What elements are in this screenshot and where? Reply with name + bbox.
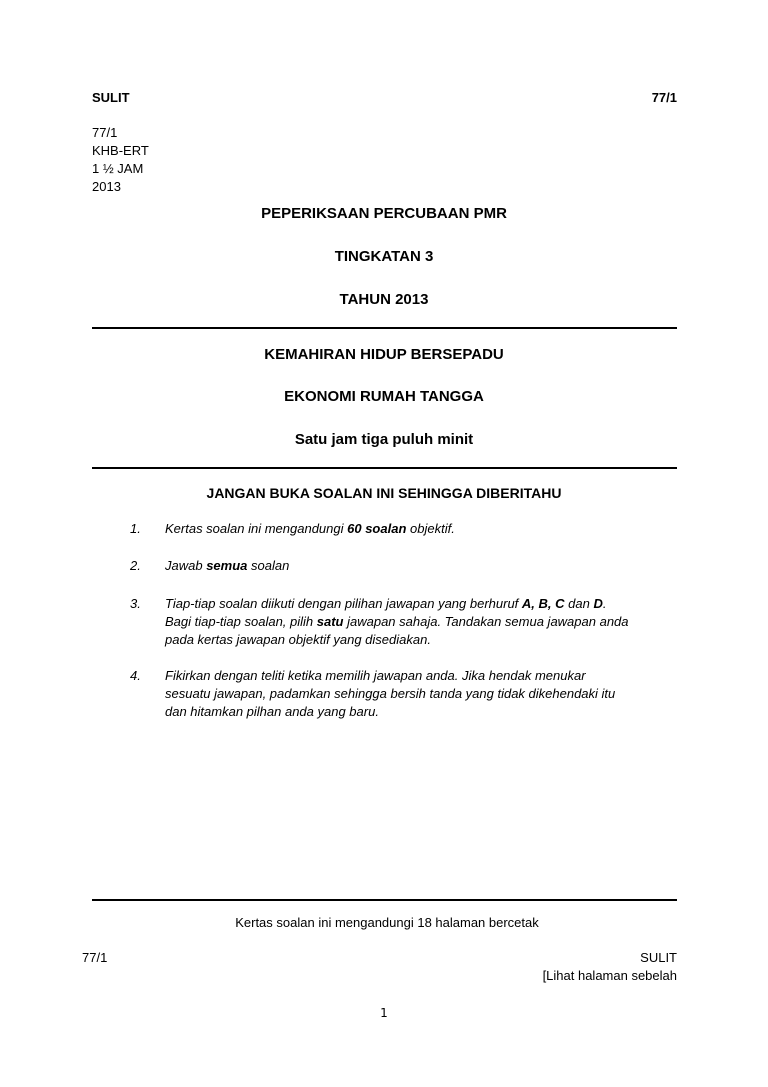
instruction-text: jawapan sahaja. Tandakan semua jawapan anda: [343, 614, 629, 629]
divider: [92, 467, 677, 469]
instruction-text: Fikirkan dengan teliti ketika memilih jawapan anda. Jika hendak menukar: [165, 668, 586, 683]
instruction-line: [165, 631, 431, 649]
header-code: 77/1: [651, 90, 677, 105]
warning-text: JANGAN BUKA SOALAN INI SEHINGGA DIBERITAHU: [206, 485, 562, 501]
instruction-line: [165, 685, 615, 703]
instruction-text: .: [602, 596, 607, 611]
instruction-text: Tiap-tiap soalan diikuti dengan pilihan jawapan yang berhuruf: [165, 596, 522, 611]
instruction-line: [165, 557, 289, 575]
paper-title: EKONOMI RUMAH TANGGA: [284, 388, 484, 405]
instruction-number: 1.: [130, 521, 141, 536]
instruction-text: dan hitamkan pilhan anda yang baru.: [165, 704, 379, 719]
subject-title: KEMAHIRAN HIDUP BERSEPADU: [264, 346, 504, 363]
instruction-line: [165, 613, 629, 631]
meta-code: 77/1: [92, 125, 118, 140]
meta-ref: KHB-ERT: [92, 143, 149, 158]
header-sulit: SULIT: [92, 90, 130, 105]
instruction-number: 3.: [130, 596, 141, 611]
meta-duration: 1 ½ JAM: [92, 161, 144, 176]
instruction-line: [165, 667, 586, 685]
pages-note: Kertas soalan ini mengandungi 18 halaman bercetak: [235, 915, 539, 930]
instruction-emphasis: semua: [206, 558, 248, 573]
instruction-emphasis: A, B, C: [521, 596, 565, 611]
exam-title: PEPERIKSAAN PERCUBAAN PMR: [261, 205, 507, 222]
instruction-line: [165, 595, 606, 613]
instruction-text: sesuatu jawapan, padamkan sehingga bersih tanda yang tidak dikehendaki itu: [165, 686, 616, 701]
divider: [92, 327, 677, 329]
instruction-line: [165, 703, 379, 721]
instruction-emphasis: 60 soalan: [347, 521, 407, 536]
meta-year: 2013: [92, 179, 121, 194]
footer-code: 77/1: [82, 950, 108, 965]
divider: [92, 899, 677, 901]
instruction-text: dan: [564, 596, 594, 611]
instruction-text: objektif.: [406, 521, 455, 536]
page-number: 1: [380, 1006, 388, 1020]
instruction-line: [165, 520, 455, 538]
instruction-text: Kertas soalan ini mengandungi: [165, 521, 348, 536]
duration-title: Satu jam tiga puluh minit: [294, 431, 474, 448]
footer-next-page: [Lihat halaman sebelah: [542, 968, 677, 983]
instruction-number: 2.: [130, 558, 141, 573]
instruction-emphasis: D: [593, 596, 603, 611]
instruction-text: soalan: [247, 558, 290, 573]
instruction-text: Bagi tiap-tiap soalan, pilih: [165, 614, 317, 629]
form-title: TINGKATAN 3: [334, 248, 434, 265]
instruction-emphasis: satu: [316, 614, 344, 629]
footer-sulit: SULIT: [640, 950, 677, 965]
year-title: TAHUN 2013: [339, 291, 429, 308]
instruction-text: pada kertas jawapan objektif yang disediakan.: [165, 632, 431, 647]
instruction-number: 4.: [130, 668, 141, 683]
instruction-text: Jawab: [165, 558, 207, 573]
